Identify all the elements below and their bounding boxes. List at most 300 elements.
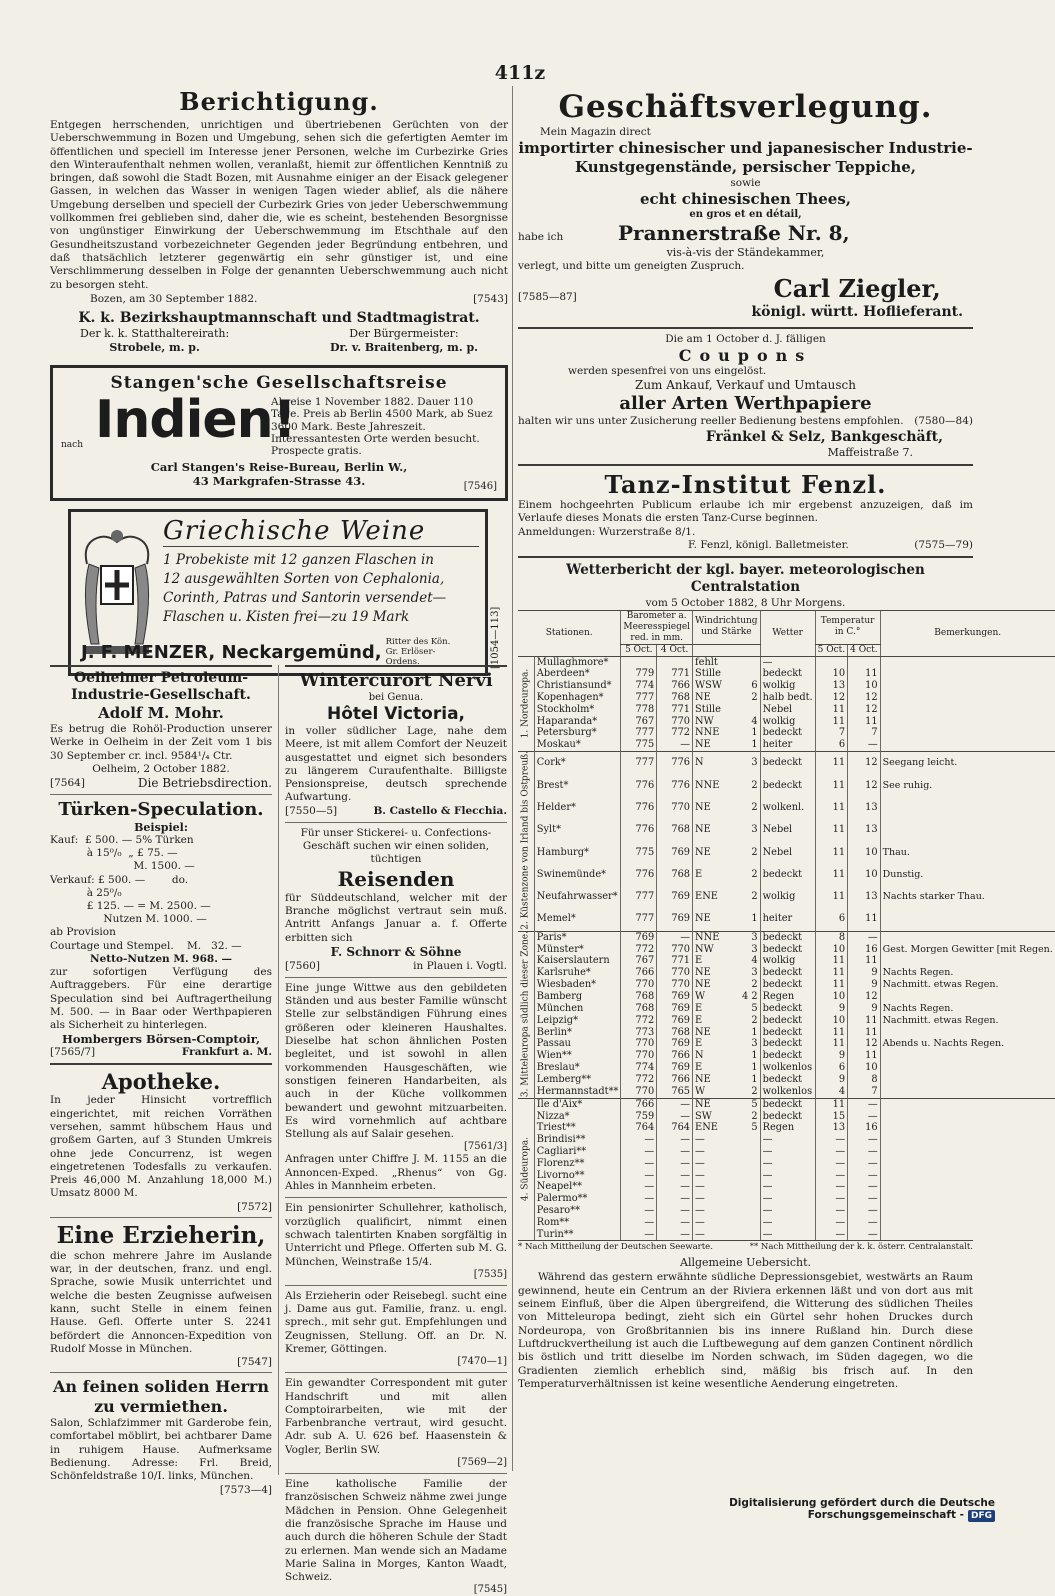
stangen-indien: Indien! xyxy=(95,390,296,451)
ziegler-line-1: Mein Magazin direct xyxy=(540,126,651,138)
cell-station: Kaiserslautern xyxy=(534,955,621,967)
cell-baro-4: — xyxy=(657,931,693,943)
cell-wind-dir: NE xyxy=(693,841,734,863)
tanz-title: Tanz-Institut Fenzl. xyxy=(604,470,887,499)
cell-temp-4: — xyxy=(848,1217,880,1229)
cell-remark xyxy=(880,692,1055,704)
cell-baro-4: 764 xyxy=(657,1122,693,1134)
cell-wind-force xyxy=(734,1229,760,1241)
cell-temp-5: — xyxy=(815,1170,847,1182)
cell-wind-dir: NE xyxy=(693,908,734,931)
cell-weather: wolkig xyxy=(760,716,815,728)
cell-baro-4: 770 xyxy=(657,716,693,728)
cell-temp-5: 9 xyxy=(815,1074,847,1086)
cell-temp-5: 10 xyxy=(815,991,847,1003)
ziegler-line-4: sowie xyxy=(730,177,761,189)
cell-weather: heiter xyxy=(760,739,815,751)
cell-temp-4: 13 xyxy=(848,797,880,819)
cell-station: Nizza* xyxy=(534,1111,621,1123)
cell-temp-4: 11 xyxy=(848,1015,880,1027)
weather-row xyxy=(518,1098,1055,1110)
weather-row xyxy=(518,1086,1055,1099)
cell-wind-force xyxy=(734,1170,760,1182)
greek-firm-note: Ritter des Kön. Gr. Erlöser-Ordens. xyxy=(385,637,451,668)
col-barometer: Barometer a. Meeresspiegel red. in mm. xyxy=(621,610,693,644)
cell-wind-force: 2 xyxy=(751,779,758,791)
col-wetter: Wetter xyxy=(760,610,815,656)
coupons-ref: (7580—84) xyxy=(914,415,973,427)
weather-row xyxy=(518,1193,1055,1205)
cell-baro-4: — xyxy=(657,1111,693,1123)
cell-baro-4: — xyxy=(657,1181,693,1193)
tuerken-calc-row: ab Provision xyxy=(50,926,116,939)
cell-temp-4: — xyxy=(848,1158,880,1170)
cell-wind-dir: WSW xyxy=(693,680,734,692)
right-column xyxy=(518,88,1053,1391)
cell-remark xyxy=(880,1050,1055,1062)
cell-weather: bedeckt xyxy=(760,1038,815,1050)
cell-station: Passau xyxy=(534,1038,621,1050)
cell-wind-dir: — xyxy=(693,1181,734,1193)
cell-wind-force: 2 xyxy=(751,1014,758,1026)
schweiz-body: Eine katholische Familie der französischen Schweiz nähme zwei junge Mädchen in Pension. Ohne Gelegenheit die französische Sprache im Hause und auch durch die höheren Schule der Stadt zu erlernen. Man wende sich an Madame Marie Salina in Morges, Kanton Waadt, Schweiz. xyxy=(285,1478,507,1584)
weather-row xyxy=(518,1003,1055,1015)
cell-wind-force: 1 xyxy=(751,727,758,739)
cell-temp-4: 10 xyxy=(848,841,880,863)
cell-station: Ile d'Aix* xyxy=(534,1098,621,1110)
correction-notice xyxy=(50,88,508,355)
cell-baro-5: — xyxy=(621,1193,657,1205)
cell-weather: bedeckt xyxy=(760,944,815,956)
cell-baro-4: — xyxy=(657,1170,693,1182)
oel-body: Es betrug die Rohöl-Production unserer Werke in Oelheim in der Zeit vom 1 bis 30 September cr. incl. 9584¹/₄ Ctr. xyxy=(50,723,272,762)
weather-row xyxy=(518,775,1055,797)
cell-wind-force xyxy=(734,1181,760,1193)
weather-group-label: 4. Südeuropa. xyxy=(518,1098,534,1240)
cell-temp-5: 13 xyxy=(815,680,847,692)
reisenden-title: Reisenden xyxy=(337,866,455,891)
cell-station: Wien** xyxy=(534,1050,621,1062)
oel-date: Oelheim, 2 October 1882. xyxy=(92,762,230,775)
cell-wind-force: 2 xyxy=(751,846,758,858)
weather-row xyxy=(518,1134,1055,1146)
cell-weather: bedeckt xyxy=(760,979,815,991)
cell-baro-5: 770 xyxy=(621,1050,657,1062)
tuerken-calc-row: M. 1500. — xyxy=(50,860,195,873)
oel-title: Oelheimer Petroleum-Industrie-Gesellschaft. xyxy=(71,670,251,703)
cell-wind-force: 5 xyxy=(751,1002,758,1014)
cell-remark: Nachts starker Thau. xyxy=(880,886,1055,908)
cell-remark xyxy=(880,1193,1055,1205)
cell-remark xyxy=(880,1217,1055,1229)
cell-baro-5: 768 xyxy=(621,991,657,1003)
cell-baro-4: 769 xyxy=(657,991,693,1003)
cell-remark xyxy=(880,716,1055,728)
correction-authority: K. k. Bezirkshauptmannschaft und Stadtmagistrat. xyxy=(78,310,480,327)
overview-title: Allgemeine Uebersicht. xyxy=(680,1256,811,1270)
cell-remark xyxy=(880,931,1055,943)
weather-row xyxy=(518,1062,1055,1074)
cell-baro-5: 759 xyxy=(621,1111,657,1123)
cell-station: Helder* xyxy=(534,797,621,819)
cell-baro-5: 777 xyxy=(621,886,657,908)
cell-wind-force: 2 xyxy=(751,1085,758,1097)
cell-baro-4: 770 xyxy=(657,797,693,819)
cell-wind-force: 2 xyxy=(751,890,758,902)
cell-station: Cork* xyxy=(534,751,621,774)
cell-wind-dir: Stille xyxy=(693,704,734,716)
nervi-ad xyxy=(285,665,507,818)
tanz-ref: (7575—79) xyxy=(914,538,973,551)
cell-wind-dir: E xyxy=(693,955,734,967)
cell-temp-4: — xyxy=(848,1193,880,1205)
cell-weather: bedeckt xyxy=(760,1015,815,1027)
cell-baro-4: 776 xyxy=(657,751,693,774)
cell-temp-5: 11 xyxy=(815,967,847,979)
cell-temp-5 xyxy=(815,656,847,668)
cell-remark: Nachmitt. etwas Regen. xyxy=(880,979,1055,991)
oel-ad xyxy=(50,665,272,790)
cell-temp-5: 9 xyxy=(815,1050,847,1062)
greek-title: Griechische Weine xyxy=(163,516,479,547)
reisenden-firm: F. Schnorr & Söhne xyxy=(330,944,462,959)
weather-row xyxy=(518,979,1055,991)
weather-table-body xyxy=(518,656,1055,1240)
cell-remark xyxy=(880,1111,1055,1123)
cell-station: Christiansund* xyxy=(534,680,621,692)
cell-baro-4: 766 xyxy=(657,680,693,692)
weather-row xyxy=(518,1205,1055,1217)
cell-baro-5: 776 xyxy=(621,797,657,819)
weather-row xyxy=(518,692,1055,704)
cell-temp-4: 11 xyxy=(848,668,880,680)
cell-temp-5: — xyxy=(815,1134,847,1146)
tuerken-calc xyxy=(50,834,272,966)
cell-station: Memel* xyxy=(534,908,621,931)
reisenden-city: in Plauen i. Vogtl. xyxy=(413,959,507,972)
lehrer-body: Ein pensionirter Schullehrer, katholisch, vorzüglich qualificirt, nimmt einen schwach talentirten Knaben sorgfältig in Unterricht und Pflege. Offerten sub M. G. München, Weinstraße 15/4. xyxy=(285,1202,507,1268)
stangen-title: Stangen'sche Gesellschaftsreise xyxy=(110,373,448,394)
erzieherin-title: Eine Erzieherin, xyxy=(56,1221,266,1249)
cell-wind-force xyxy=(734,1217,760,1229)
cell-wind-force: 2 xyxy=(751,802,758,814)
cell-baro-4: 772 xyxy=(657,727,693,739)
weather-row xyxy=(518,797,1055,819)
cell-wind-dir: E xyxy=(693,1015,734,1027)
oel-ref: [7564] xyxy=(50,776,85,789)
cell-wind-dir: E xyxy=(693,1003,734,1015)
cell-wind-force xyxy=(734,1134,760,1146)
cell-station: Stockholm* xyxy=(534,704,621,716)
apotheke-ref: [7572] xyxy=(237,1200,272,1213)
tuerken-title: Türken-Speculation. xyxy=(58,798,264,820)
cell-baro-4 xyxy=(657,656,693,668)
cell-weather: bedeckt xyxy=(760,1074,815,1086)
weather-row xyxy=(518,864,1055,886)
col-temp: Temperatur in C.° xyxy=(815,610,880,644)
cell-baro-4: — xyxy=(657,1229,693,1241)
cell-station: Neufahrwasser* xyxy=(534,886,621,908)
cell-baro-5: — xyxy=(621,1217,657,1229)
stangen-bureau: Carl Stangen's Reise-Bureau, Berlin W., xyxy=(150,460,408,475)
cell-wind-dir: NE xyxy=(693,1027,734,1039)
cell-wind-force: 6 xyxy=(751,680,758,692)
cell-wind-force xyxy=(734,668,760,680)
weather-foot-right: ** Nach Mittheilung der k. k. österr. Centralanstalt. xyxy=(749,1242,973,1253)
cell-baro-4: 768 xyxy=(657,864,693,886)
cell-temp-5: 11 xyxy=(815,1098,847,1110)
correspondent-ad xyxy=(285,1377,507,1469)
cell-wind-dir: — xyxy=(693,1217,734,1229)
ziegler-street: Prannerstraße Nr. 8, xyxy=(618,221,850,245)
cell-temp-4: 12 xyxy=(848,991,880,1003)
weather-row xyxy=(518,739,1055,751)
weather-row xyxy=(518,668,1055,680)
wittwe-ref: [7561/3] xyxy=(464,1141,507,1153)
cell-temp-5: — xyxy=(815,1205,847,1217)
cell-temp-5: 6 xyxy=(815,739,847,751)
reisebegl-body: Als Erzieherin oder Reisebegl. sucht eine j. Dame aus gut. Familie, franz. u. engl. sprech., mit sehr gut. Empfehlungen und Zeugnissen, Stellung. Off. an Dr. N. Kremer, Göttingen. xyxy=(285,1289,507,1355)
sig-left-role: Der k. k. Statthaltereirath: xyxy=(80,327,230,341)
cell-remark xyxy=(880,797,1055,819)
cell-baro-4: 770 xyxy=(657,944,693,956)
cell-remark: Abends u. Nachts Regen. xyxy=(880,1038,1055,1050)
weather-row xyxy=(518,955,1055,967)
cell-wind-force: 2 xyxy=(751,1110,758,1122)
sig-right-name: Dr. v. Braitenberg, m. p. xyxy=(329,341,478,355)
cell-baro-5: 776 xyxy=(621,819,657,841)
tuerken-city: Frankfurt a. M. xyxy=(181,1046,272,1059)
cell-weather: — xyxy=(760,1158,815,1170)
cell-temp-4 xyxy=(848,656,880,668)
cell-wind-dir: — xyxy=(693,1170,734,1182)
cell-station: Wiesbaden* xyxy=(534,979,621,991)
cell-temp-5: — xyxy=(815,1158,847,1170)
cell-remark xyxy=(880,656,1055,668)
oel-sign: Die Betriebsdirection. xyxy=(137,775,272,790)
cell-temp-5: 11 xyxy=(815,751,847,774)
cell-wind-force xyxy=(734,1205,760,1217)
weather-report xyxy=(518,561,1053,1392)
cell-baro-4: — xyxy=(657,1193,693,1205)
cell-weather: bedeckt xyxy=(760,727,815,739)
cell-baro-5: 773 xyxy=(621,1027,657,1039)
ziegler-title-2: königl. württ. Hoflieferant. xyxy=(751,304,963,320)
cell-temp-4: 10 xyxy=(848,864,880,886)
cell-remark xyxy=(880,704,1055,716)
greek-line-3: Corinth, Patras und Santorin versendet— xyxy=(163,590,447,607)
ziegler-line-5: echt chinesischen Thees, xyxy=(639,190,852,208)
reisebegl-ref: [7470—1] xyxy=(457,1356,507,1368)
cell-wind-force: 1 xyxy=(751,1062,758,1074)
cell-temp-4: — xyxy=(848,1181,880,1193)
cell-temp-4: 9 xyxy=(848,1003,880,1015)
tuerken-calc-row: Verkauf: £ 500. — do. xyxy=(50,873,189,886)
cell-station: Breslau* xyxy=(534,1062,621,1074)
cell-weather: bedeckt xyxy=(760,1111,815,1123)
cell-station: Paris* xyxy=(534,931,621,943)
cell-temp-5: 10 xyxy=(815,944,847,956)
cell-wind-dir: — xyxy=(693,1193,734,1205)
herrn-ref: [7573—4] xyxy=(219,1483,272,1496)
weather-row xyxy=(518,1158,1055,1170)
cell-temp-4: — xyxy=(848,1229,880,1241)
reisenden-ad xyxy=(285,867,507,973)
cell-wind-dir: NNE xyxy=(693,931,734,943)
cell-temp-4: 8 xyxy=(848,1074,880,1086)
cell-wind-dir: NNE xyxy=(693,775,734,797)
cell-temp-4: 12 xyxy=(848,1038,880,1050)
cell-baro-5: 778 xyxy=(621,704,657,716)
herrn-title-2: zu vermiethen. xyxy=(94,1397,228,1417)
cell-wind-dir: NE xyxy=(693,797,734,819)
cell-station: Moskau* xyxy=(534,739,621,751)
cell-wind-dir: E xyxy=(693,864,734,886)
cell-temp-4: 7 xyxy=(848,1086,880,1099)
cell-wind-force: 1 xyxy=(751,739,758,751)
dfg-logo: DFG xyxy=(968,1510,995,1522)
cell-wind-dir: N xyxy=(693,1050,734,1062)
cell-wind-dir: — xyxy=(693,1146,734,1158)
coupons-firm: Fränkel & Selz, Bankgeschäft, xyxy=(705,429,943,445)
correction-signatures xyxy=(50,327,508,355)
cell-baro-4: — xyxy=(657,1158,693,1170)
cell-remark xyxy=(880,1170,1055,1182)
weather-row xyxy=(518,704,1055,716)
cell-wind-force: 3 xyxy=(751,943,758,955)
cell-temp-5: 7 xyxy=(815,727,847,739)
stickerei-body: Für unser Stickerei- u. Confections-Geschäft suchen wir einen soliden, tüchtigen xyxy=(300,826,492,866)
cell-wind-dir: NE xyxy=(693,692,734,704)
tuerken-calc-row: Courtage und Stempel. M. 32. — xyxy=(50,939,242,952)
cell-baro-5: 776 xyxy=(621,864,657,886)
correction-ref: [7543] xyxy=(473,292,508,305)
cell-weather: Nebel xyxy=(760,841,815,863)
weather-row xyxy=(518,1050,1055,1062)
sig-right-role: Der Bürgermeister: xyxy=(349,327,459,341)
cell-station: Haparanda* xyxy=(534,716,621,728)
cell-temp-5: 8 xyxy=(815,931,847,943)
cell-wind-dir: N xyxy=(693,751,734,774)
cell-baro-5: 772 xyxy=(621,1074,657,1086)
cell-station: Rom** xyxy=(534,1217,621,1229)
coupons-address: Maffeistraße 7. xyxy=(827,446,913,459)
cell-baro-4: 769 xyxy=(657,1015,693,1027)
weather-title: Wetterbericht der kgl. bayer. meteorologischen Centralstation xyxy=(566,561,925,595)
cell-wind-dir: SW xyxy=(693,1111,734,1123)
weather-row xyxy=(518,1217,1055,1229)
cell-station: Münster* xyxy=(534,944,621,956)
cell-station: Brindisi** xyxy=(534,1134,621,1146)
cell-weather: Regen xyxy=(760,991,815,1003)
nervi-body: in voller südlicher Lage, nahe dem Meere, ist mit allem Comfort der Neuzeit ausgestattet und eignet sich besonders zu längerem Curaufenthalte. Billigste Pensionspreise, deutsch sprechende Aufwartung. xyxy=(285,725,507,804)
cell-temp-4: 12 xyxy=(848,692,880,704)
greek-line-4: Flaschen u. Kisten frei—zu 19 Mark xyxy=(163,609,410,626)
cell-baro-5: 766 xyxy=(621,1098,657,1110)
cell-weather: bedeckt xyxy=(760,1027,815,1039)
cell-wind-dir: NE xyxy=(693,739,734,751)
cell-remark: Nachts Regen. xyxy=(880,967,1055,979)
tuerken-calc-row: Nutzen M. 1000. — xyxy=(50,913,207,926)
cell-wind-force xyxy=(734,1158,760,1170)
cell-weather: wolkenlos xyxy=(760,1062,815,1074)
nervi-hotel: Hôtel Victoria, xyxy=(326,704,466,724)
nervi-ref: [7550—5] xyxy=(285,804,338,817)
cell-wind-force: 3 xyxy=(751,824,758,836)
cell-baro-5: — xyxy=(621,1205,657,1217)
cell-baro-5: 769 xyxy=(621,931,657,943)
oel-name: Adolf M. Mohr. xyxy=(98,704,224,722)
cell-temp-5: 11 xyxy=(815,797,847,819)
cell-station: Leipzig* xyxy=(534,1015,621,1027)
cell-baro-5: 776 xyxy=(621,775,657,797)
tanz-signature: F. Fenzl, königl. Balletmeister. xyxy=(688,538,849,551)
cell-remark: See ruhig. xyxy=(880,775,1055,797)
lehrer-ad xyxy=(285,1202,507,1280)
col-remarks: Bemerkungen. xyxy=(880,610,1055,656)
cell-weather: bedeckt xyxy=(760,668,815,680)
ziegler-ref: [7585—87] xyxy=(518,291,577,303)
cell-temp-5: 6 xyxy=(815,1062,847,1074)
apotheke-body: In jeder Hinsicht vortrefflich eingerichtet, mit reichen Vorräthen versehen, sammt hübschem Haus und großem Garten, auf 3 Stunden Umkreis ohne jede Concurrenz, ist wegen eingetretenen Todesfalls zu verkaufen. Preis 46,000 M. Anzahlung 18,000 M.) Umsatz 8000 M. xyxy=(50,1094,272,1200)
cell-wind-force: 1 xyxy=(751,1026,758,1038)
stangen-address: 43 Markgrafen-Strasse 43. xyxy=(192,474,366,489)
cell-temp-5: 11 xyxy=(815,716,847,728)
col-stations: Stationen. xyxy=(518,610,621,656)
cell-baro-4: 776 xyxy=(657,775,693,797)
cell-baro-4: — xyxy=(657,1134,693,1146)
cell-baro-5: 774 xyxy=(621,1062,657,1074)
correspondent-body: Ein gewandter Correspondent mit guter Handschrift und mit allen Comptoirarbeiten, wie mit der Farbenbranche vertraut, wird gesucht. Adr. sub A. U. 626 bef. Haasenstein & Vogler, Berlin SW. xyxy=(285,1377,507,1456)
cell-wind-force: 3 xyxy=(734,931,760,943)
weather-row xyxy=(518,751,1055,774)
nervi-firm: B. Castello & Flecchia. xyxy=(373,804,507,817)
cell-wind-force: 2 xyxy=(751,979,758,991)
cell-wind-force xyxy=(734,1193,760,1205)
cell-wind-force xyxy=(734,1146,760,1158)
greek-line-2: 12 ausgewählten Sorten von Cephalonia, xyxy=(163,571,445,588)
cell-remark xyxy=(880,991,1055,1003)
erzieherin-body: die schon mehrere Jahre im Auslande war, in der deutschen, franz. und engl. Sprache, sowie Musik unterrichtet und welche die besten Zeugnisse aufweisen kann, sucht Stelle in einem feinen Hause. Gefl. Offerte unter S. 2241 befördert die Annoncen-Expedition von Rudolf Mosse in München. xyxy=(50,1249,272,1355)
cell-weather: wolkenlos xyxy=(760,1086,815,1099)
cell-temp-4: 12 xyxy=(848,751,880,774)
cell-temp-4: 7 xyxy=(848,727,880,739)
cell-wind-dir: NE xyxy=(693,1074,734,1086)
cell-temp-5: 12 xyxy=(815,692,847,704)
cell-baro-5: 767 xyxy=(621,955,657,967)
tuerken-calc-row: à 15⁰/₀ „ £ 75. — xyxy=(50,847,178,860)
cell-temp-5: 11 xyxy=(815,704,847,716)
cell-temp-5: 9 xyxy=(815,1003,847,1015)
cell-weather: — xyxy=(760,1134,815,1146)
cell-temp-4: — xyxy=(848,1146,880,1158)
weather-row xyxy=(518,944,1055,956)
herrn-ad xyxy=(50,1377,272,1495)
cell-temp-5: 11 xyxy=(815,886,847,908)
stangen-details: Abreise 1 November 1882. Dauer 110 Tage. Preis ab Berlin 4500 Mark, ab Suez 3600 Mark. Beste Jahreszeit. Interessantesten Orte werden besucht. Prospecte gratis. xyxy=(271,396,493,457)
cell-baro-5: 777 xyxy=(621,727,657,739)
cell-remark xyxy=(880,1098,1055,1110)
cell-baro-4: 769 xyxy=(657,908,693,931)
coupons-line-1: Die am 1 October d. J. fälligen xyxy=(665,333,826,345)
cell-temp-4: 13 xyxy=(848,819,880,841)
coupons-line-4: aller Arten Werthpapiere xyxy=(619,393,872,414)
weather-row xyxy=(518,841,1055,863)
cell-baro-4: 765 xyxy=(657,1086,693,1099)
cell-remark xyxy=(880,1062,1055,1074)
cell-wind-force xyxy=(734,656,760,668)
cell-baro-4: 771 xyxy=(657,704,693,716)
